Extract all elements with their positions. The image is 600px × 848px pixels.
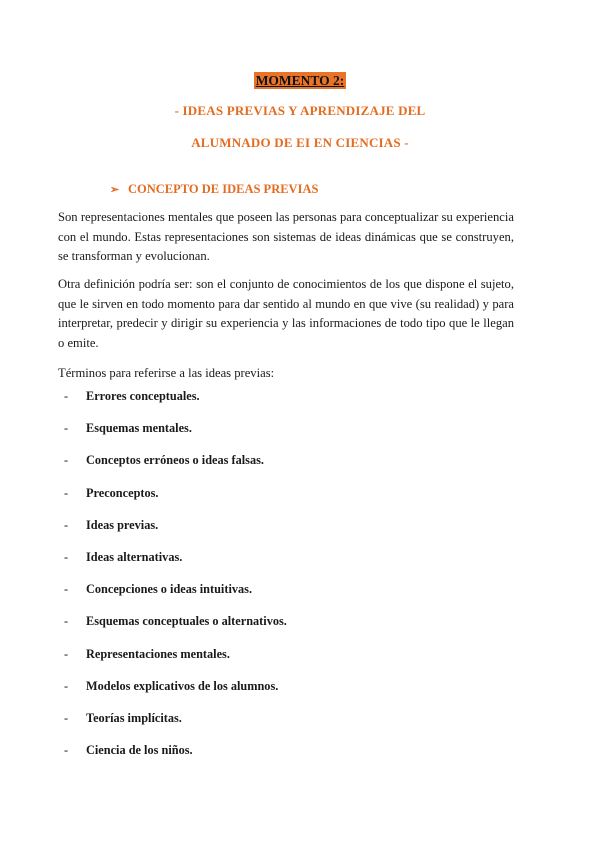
dash-marker: - xyxy=(64,678,69,693)
term-text: Preconceptos. xyxy=(86,485,159,500)
dash-marker: - xyxy=(64,517,69,532)
subtitle-line-2: ALUMNADO DE EI EN CIENCIAS - xyxy=(191,135,409,150)
term-text: Modelos explicativos de los alumnos. xyxy=(86,678,279,693)
term-text: Conceptos erróneos o ideas falsas. xyxy=(86,453,264,468)
term-text: Ideas alternativas. xyxy=(86,549,183,564)
dash-marker: - xyxy=(64,549,69,564)
list-item xyxy=(64,486,287,518)
dash-marker: - xyxy=(64,421,69,436)
dash-marker: - xyxy=(64,485,69,500)
list-item xyxy=(64,614,287,646)
dash-marker: - xyxy=(64,453,69,468)
dash-marker: - xyxy=(64,743,69,758)
dash-marker: - xyxy=(64,710,69,725)
term-text: Ciencia de los niños. xyxy=(86,743,193,758)
term-text: Teorías implícitas. xyxy=(86,710,182,725)
list-item xyxy=(64,518,287,550)
term-text: Errores conceptuales. xyxy=(86,389,200,403)
list-item xyxy=(64,711,287,743)
list-item xyxy=(64,421,287,453)
dash-marker: - xyxy=(64,582,69,597)
list-item xyxy=(64,743,287,775)
dash-marker: - xyxy=(64,646,69,661)
term-text: Concepciones o ideas intuitivas. xyxy=(86,582,253,597)
dash-marker: - xyxy=(64,389,69,403)
list-item xyxy=(64,389,287,421)
term-text: Esquemas conceptuales o alternativos. xyxy=(86,614,287,629)
list-item xyxy=(64,679,287,711)
alternative-definition-paragraph: Otra definición podría ser: son el conjunto de conocimientos de los que dispone el sujeto, que le sirven en todo momento para dar sentido al mundo en que vive (su realidad) y para interpretar, predecir y dirigir su experiencia y las informaciones de todo tipo que le llegan o emite. xyxy=(58,277,514,350)
list-item xyxy=(64,582,287,614)
arrow-bullet-icon: ➢ xyxy=(110,184,120,196)
list-item xyxy=(64,550,287,582)
terms-intro: Términos para referirse a las ideas previas: xyxy=(58,366,275,380)
section-title: CONCEPTO DE IDEAS PREVIAS xyxy=(128,182,319,196)
section-heading xyxy=(110,182,318,197)
moment-heading xyxy=(0,72,600,90)
term-text: Ideas previas. xyxy=(86,517,159,532)
list-item xyxy=(64,647,287,679)
definition-paragraph: Son representaciones mentales que poseen las personas para conceptualizar su experiencia con el mundo. Estas representaciones son sistemas de ideas dinámicas que se construyen, se transforman y evolucionan. xyxy=(58,210,514,263)
list-item xyxy=(64,453,287,485)
term-text: Esquemas mentales. xyxy=(86,421,192,436)
moment-label: MOMENTO 2: xyxy=(255,73,345,88)
dash-marker: - xyxy=(64,614,69,629)
term-text: Representaciones mentales. xyxy=(86,646,230,661)
terms-list xyxy=(64,389,287,775)
subtitle-line-1: - IDEAS PREVIAS Y APRENDIZAJE DEL xyxy=(174,103,426,118)
